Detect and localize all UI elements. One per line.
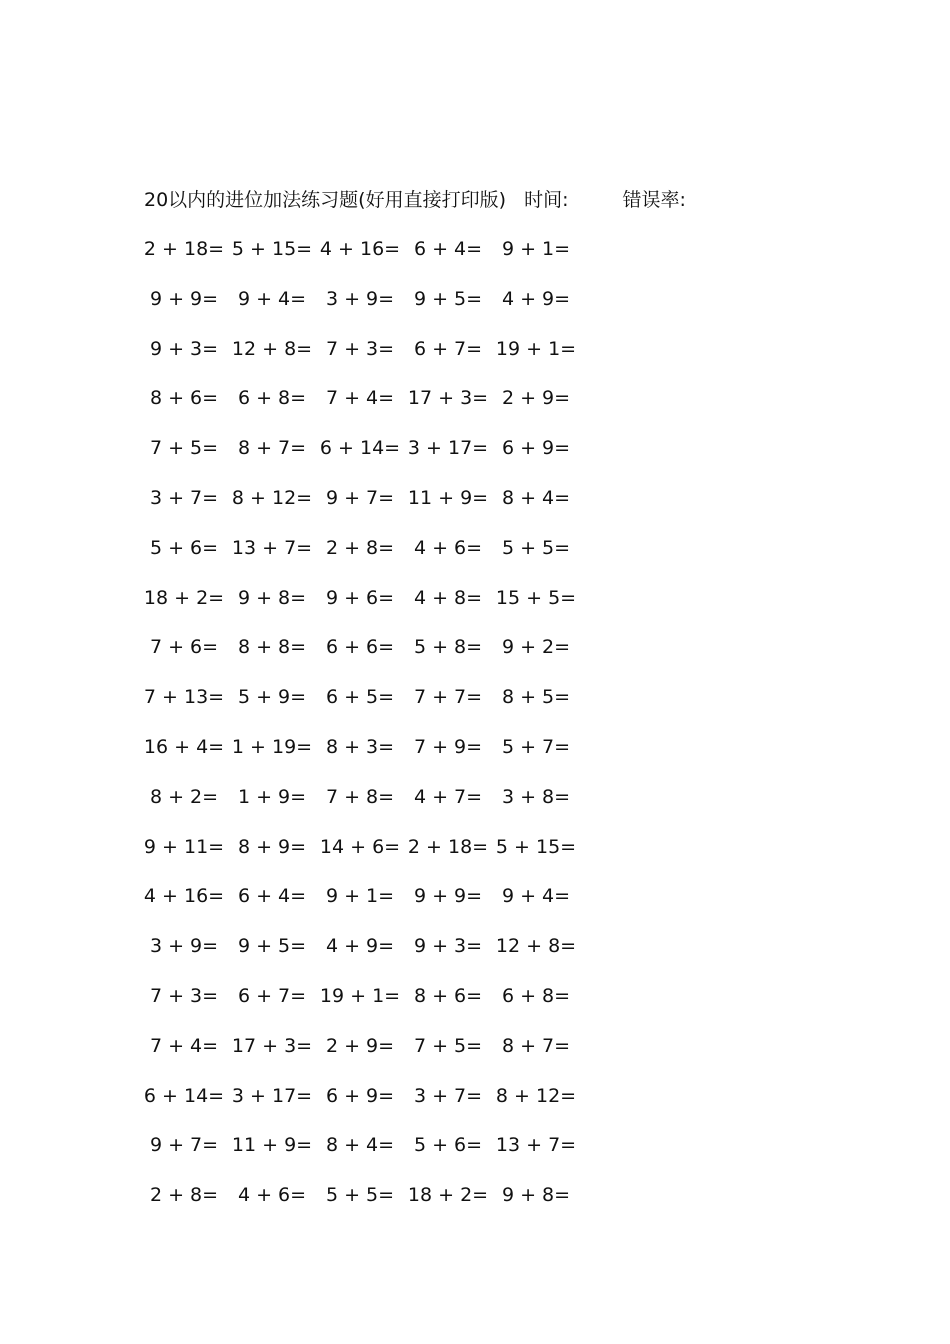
addition-problem: 6 + 14= [143,1084,225,1107]
addition-problem: 5 + 5= [325,1184,395,1207]
addition-problem: 6 + 9= [325,1084,395,1107]
addition-problem: 8 + 9= [237,835,307,858]
addition-problem: 14 + 6= [319,835,401,858]
addition-problem: 5 + 15= [231,238,313,260]
addition-problem: 6 + 8= [501,984,571,1007]
problem-row [140,634,600,684]
problem-row [140,336,600,386]
addition-problem: 17 + 3= [231,1034,313,1057]
addition-problem: 9 + 7= [325,486,395,509]
problem-row [140,1132,600,1182]
addition-problem: 7 + 4= [325,387,395,410]
addition-problem: 12 + 8= [231,337,313,360]
addition-problem: 9 + 6= [325,586,395,609]
addition-problem: 12 + 8= [495,935,577,958]
addition-problem: 4 + 6= [237,1184,307,1207]
problem-row [140,1182,600,1232]
addition-problem: 6 + 7= [413,337,483,360]
addition-problem: 17 + 3= [407,387,489,410]
addition-problem: 11 + 9= [231,1134,313,1157]
problem-row [140,983,600,1033]
addition-problem: 9 + 4= [237,287,307,310]
addition-problem: 16 + 4= [143,735,225,758]
addition-problem: 8 + 6= [413,984,483,1007]
addition-problem: 5 + 9= [237,686,307,709]
addition-problem: 13 + 7= [495,1134,577,1157]
problem-row [140,834,600,884]
addition-problem: 4 + 6= [413,536,483,559]
addition-problem: 3 + 7= [413,1084,483,1107]
addition-problem: 7 + 9= [413,735,483,758]
addition-problem: 9 + 5= [237,935,307,958]
addition-problem: 4 + 8= [413,586,483,609]
problem-row [140,684,600,734]
addition-problem: 2 + 9= [325,1034,395,1057]
addition-problem: 4 + 9= [325,935,395,958]
addition-problem: 18 + 2= [143,586,225,609]
addition-problem: 3 + 9= [149,935,219,958]
problem-row [140,236,600,286]
addition-problem: 4 + 7= [413,785,483,808]
addition-problem: 8 + 7= [237,437,307,460]
addition-problem: 19 + 1= [319,984,401,1007]
problem-row [140,734,600,784]
addition-problem: 8 + 4= [501,486,571,509]
addition-problem: 2 + 8= [325,536,395,559]
addition-problem: 11 + 9= [407,486,489,509]
addition-problem: 2 + 8= [149,1184,219,1207]
addition-problem: 8 + 12= [495,1084,577,1107]
addition-problem: 6 + 6= [325,636,395,659]
addition-problem: 8 + 7= [501,1034,571,1057]
addition-problem: 4 + 9= [501,287,571,310]
addition-problem: 13 + 7= [231,536,313,559]
addition-problem: 8 + 8= [237,636,307,659]
addition-problem: 5 + 6= [149,536,219,559]
addition-problem: 9 + 8= [237,586,307,609]
addition-problem: 9 + 8= [501,1184,571,1207]
addition-problem: 7 + 13= [143,686,225,709]
addition-problem: 6 + 8= [237,387,307,410]
addition-problem: 6 + 5= [325,686,395,709]
addition-problem: 9 + 1= [501,238,571,260]
problem-row [140,784,600,834]
addition-problem: 9 + 11= [143,835,225,858]
addition-problem: 2 + 18= [143,238,225,260]
addition-problem: 9 + 3= [413,935,483,958]
addition-problem: 1 + 19= [231,735,313,758]
addition-problem: 7 + 5= [413,1034,483,1057]
addition-problem: 6 + 7= [237,984,307,1007]
addition-problem: 9 + 9= [149,287,219,310]
problem-row [140,485,600,535]
addition-problem: 8 + 2= [149,785,219,808]
problem-row [140,933,600,983]
worksheet-header [144,186,686,214]
addition-problem: 7 + 7= [413,686,483,709]
error-rate-label: 错误率: [622,189,686,211]
addition-problem: 3 + 17= [231,1084,313,1107]
addition-problem: 9 + 5= [413,287,483,310]
addition-problem: 19 + 1= [495,337,577,360]
problem-row [140,535,600,585]
addition-problem: 9 + 2= [501,636,571,659]
addition-problem: 3 + 17= [407,437,489,460]
addition-problem: 3 + 9= [325,287,395,310]
problem-row [140,435,600,485]
addition-problem: 8 + 12= [231,486,313,509]
addition-problem: 7 + 6= [149,636,219,659]
addition-problem: 4 + 16= [143,885,225,908]
addition-problem: 3 + 7= [149,486,219,509]
problem-row [140,385,600,435]
addition-problem: 6 + 4= [413,238,483,260]
problem-row [140,883,600,933]
addition-problem: 6 + 14= [319,437,401,460]
addition-problem: 5 + 15= [495,835,577,858]
time-label: 时间: [524,189,569,211]
addition-problem: 5 + 5= [501,536,571,559]
addition-problem: 8 + 5= [501,686,571,709]
addition-problem: 5 + 8= [413,636,483,659]
addition-problem: 6 + 4= [237,885,307,908]
addition-problem: 9 + 7= [149,1134,219,1157]
problem-row [140,585,600,635]
addition-problem: 7 + 8= [325,785,395,808]
problem-row [140,1033,600,1083]
problem-grid [140,236,600,1232]
addition-problem: 15 + 5= [495,586,577,609]
addition-problem: 7 + 5= [149,437,219,460]
addition-problem: 8 + 3= [325,735,395,758]
addition-problem: 5 + 6= [413,1134,483,1157]
worksheet-title: 20以内的进位加法练习题(好用直接打印版) [144,189,507,211]
addition-problem: 9 + 3= [149,337,219,360]
problem-row [140,286,600,336]
addition-problem: 7 + 4= [149,1034,219,1057]
addition-problem: 5 + 7= [501,735,571,758]
addition-problem: 8 + 6= [149,387,219,410]
addition-problem: 3 + 8= [501,785,571,808]
addition-problem: 7 + 3= [325,337,395,360]
addition-problem: 2 + 9= [501,387,571,410]
addition-problem: 7 + 3= [149,984,219,1007]
addition-problem: 9 + 1= [325,885,395,908]
addition-problem: 9 + 9= [413,885,483,908]
problem-row [140,1083,600,1133]
addition-problem: 9 + 4= [501,885,571,908]
addition-problem: 4 + 16= [319,238,401,260]
addition-problem: 1 + 9= [237,785,307,808]
addition-problem: 2 + 18= [407,835,489,858]
addition-problem: 6 + 9= [501,437,571,460]
addition-problem: 8 + 4= [325,1134,395,1157]
addition-problem: 18 + 2= [407,1184,489,1207]
